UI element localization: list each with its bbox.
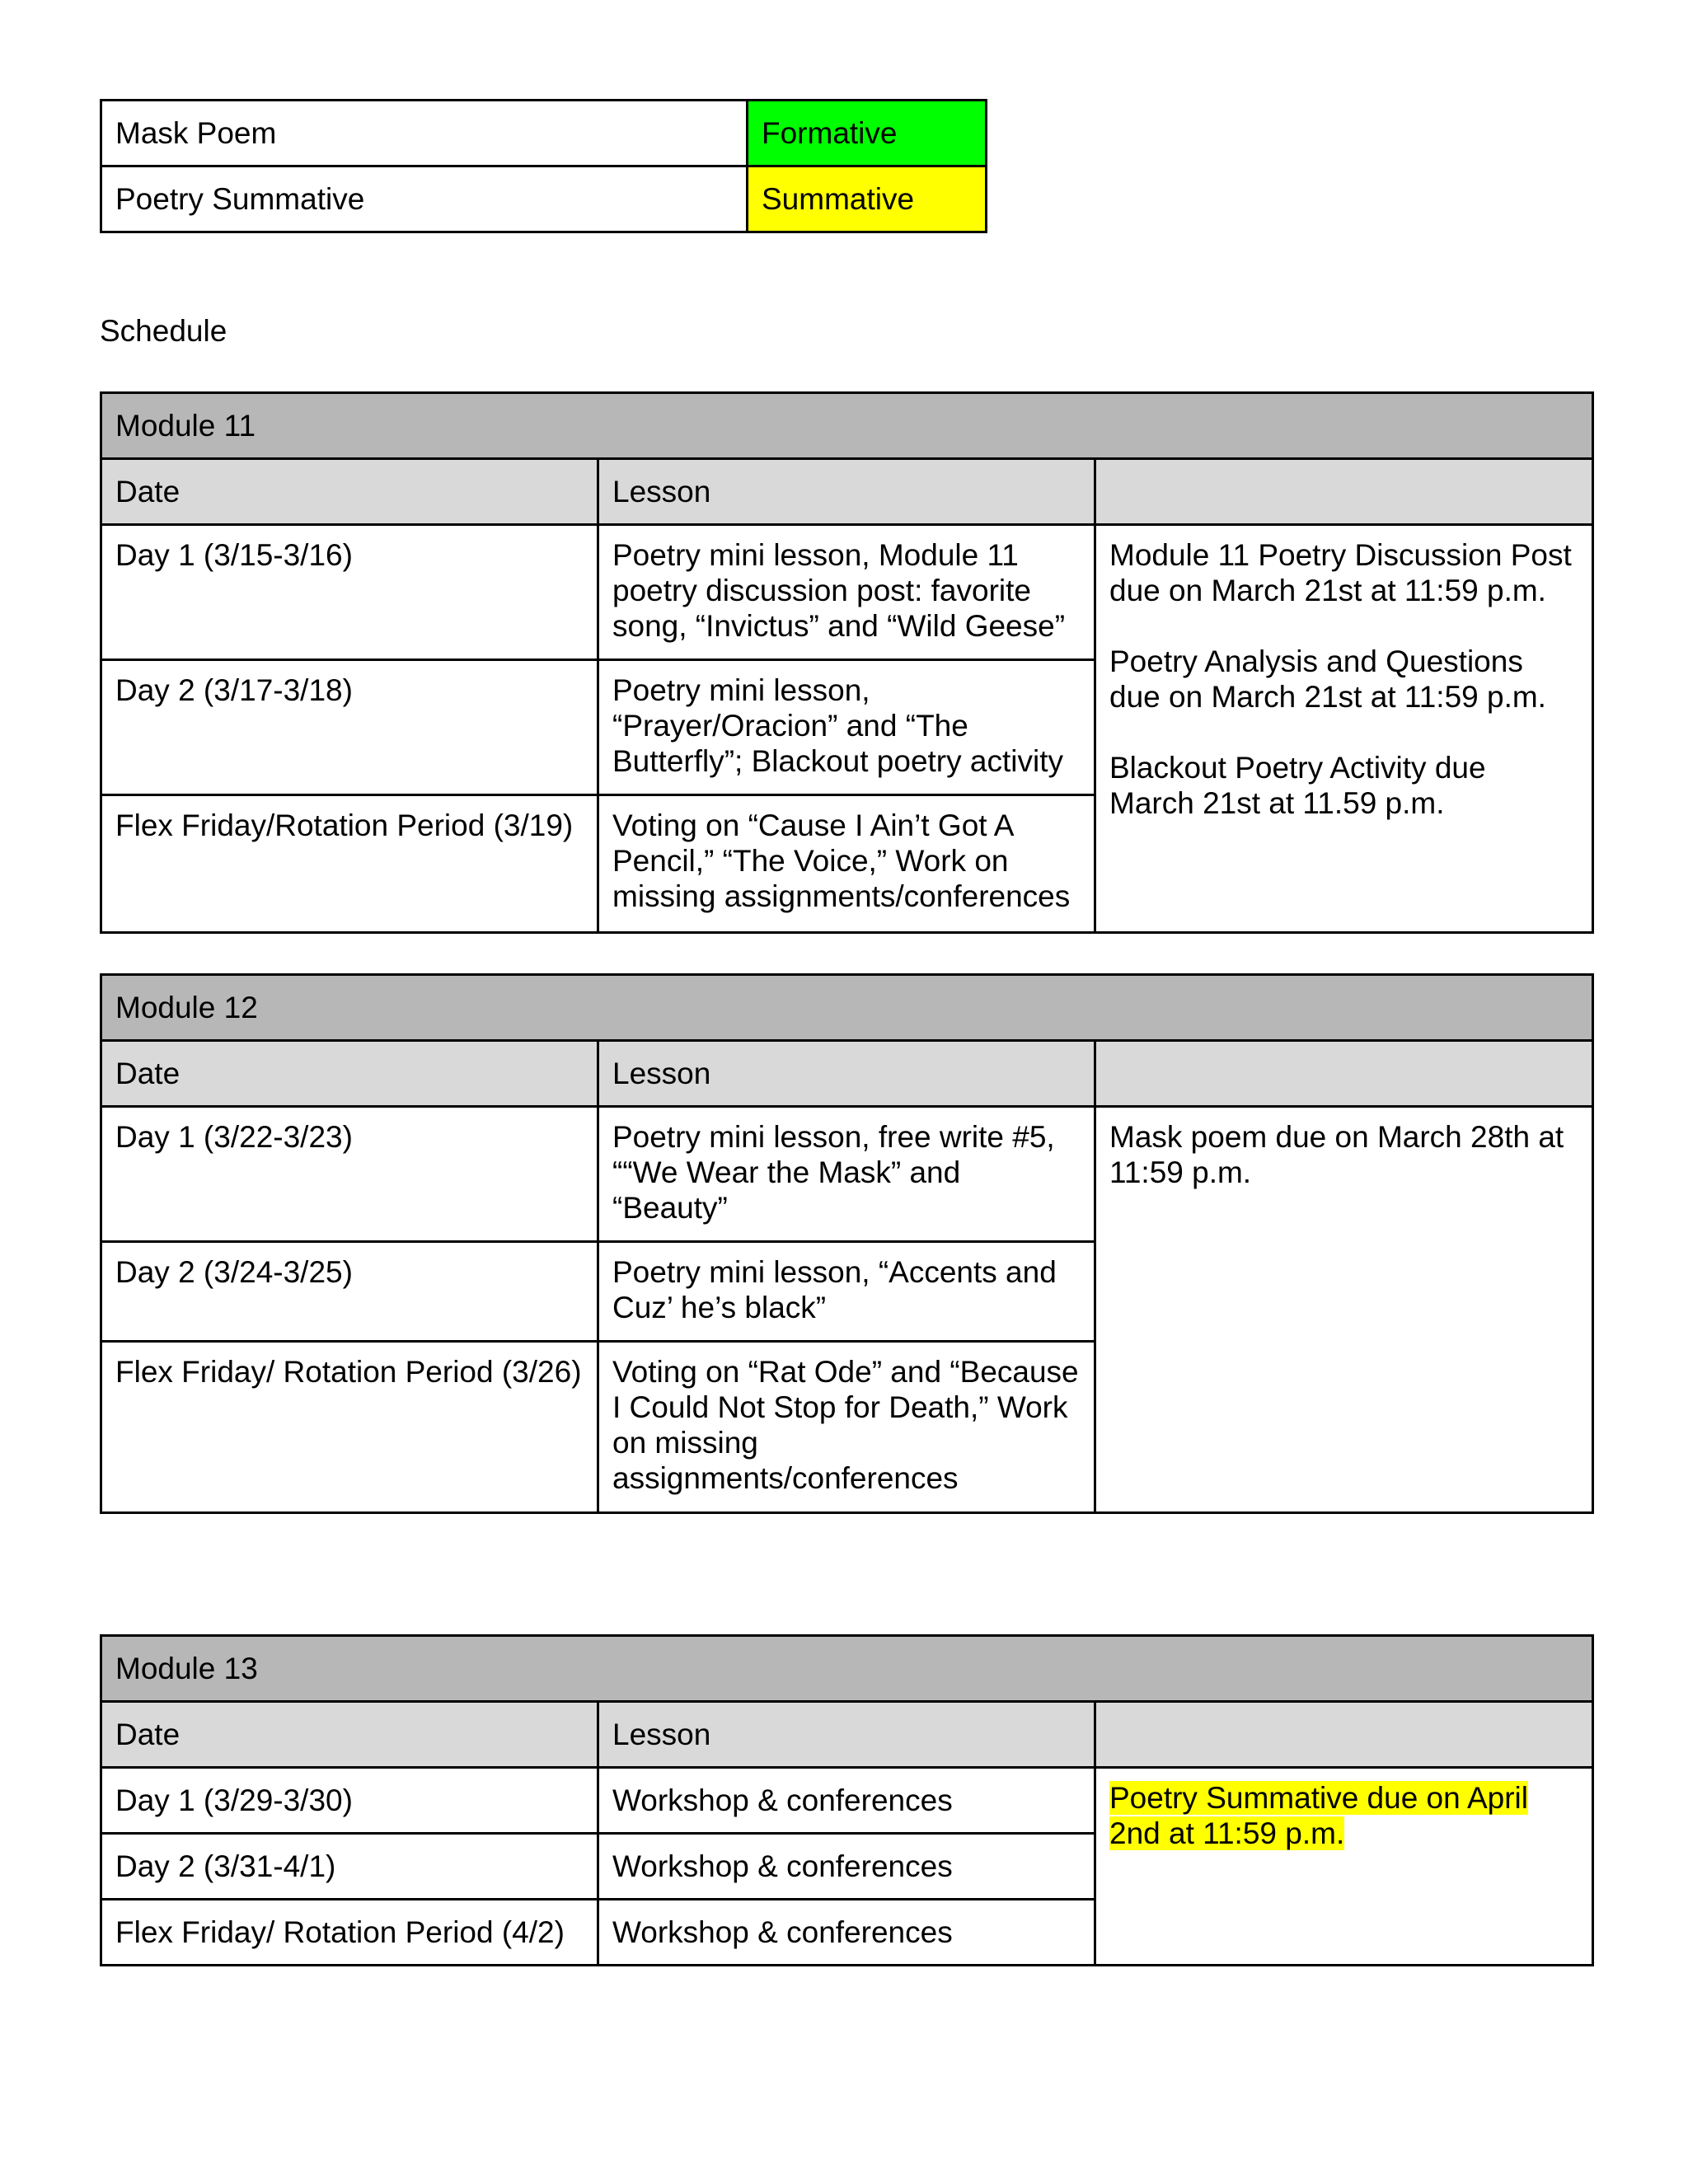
module-title-row — [101, 393, 1593, 459]
module-title: Module 12 — [101, 975, 1593, 1041]
lesson-cell: Workshop & conferences — [598, 1900, 1095, 1966]
lesson-cell: Poetry mini lesson, “Accents and Cuz’ he’s black” — [598, 1242, 1095, 1342]
assessment-name: Mask Poem — [101, 101, 748, 166]
date-header: Date — [101, 1041, 598, 1107]
schedule-heading: Schedule — [100, 314, 227, 348]
lesson-cell: Voting on “Cause I Ain’t Got A Pencil,” “The Voice,” Work on missing assignments/conferences — [598, 795, 1095, 933]
lesson-header: Lesson — [598, 459, 1095, 525]
date-cell: Day 1 (3/29-3/30) — [101, 1768, 598, 1834]
due-notes-cell — [1095, 1768, 1593, 1966]
table-row — [101, 1768, 1593, 1834]
date-header: Date — [101, 459, 598, 525]
module-title: Module 13 — [101, 1636, 1593, 1702]
due-note: Module 11 Poetry Discussion Post due on March 21st at 11:59 p.m. — [1109, 538, 1572, 607]
date-cell: Day 2 (3/31-4/1) — [101, 1834, 598, 1900]
assessment-type-summative: Summative — [748, 166, 987, 232]
due-note: Mask poem due on March 28th at 11:59 p.m. — [1109, 1120, 1564, 1189]
due-note: Blackout Poetry Activity due March 21st at 11.59 p.m. — [1109, 751, 1486, 820]
column-header-row — [101, 1041, 1593, 1107]
lesson-cell: Workshop & conferences — [598, 1834, 1095, 1900]
column-header-row — [101, 1702, 1593, 1768]
lesson-cell: Poetry mini lesson, free write #5, ““We Wear the Mask” and “Beauty” — [598, 1107, 1095, 1242]
table-row — [101, 525, 1593, 660]
lesson-header: Lesson — [598, 1702, 1095, 1768]
module-title-row — [101, 1636, 1593, 1702]
date-cell: Day 1 (3/22-3/23) — [101, 1107, 598, 1242]
date-cell: Flex Friday/ Rotation Period (3/26) — [101, 1342, 598, 1513]
notes-header — [1095, 459, 1593, 525]
date-cell: Day 2 (3/24-3/25) — [101, 1242, 598, 1342]
assessment-name: Poetry Summative — [101, 166, 748, 232]
lesson-header: Lesson — [598, 1041, 1095, 1107]
assessment-row — [101, 101, 987, 166]
lesson-cell: Workshop & conferences — [598, 1768, 1095, 1834]
date-cell: Day 1 (3/15-3/16) — [101, 525, 598, 660]
module-11-table — [100, 391, 1594, 934]
due-notes-cell — [1095, 525, 1593, 933]
lesson-cell: Poetry mini lesson, Module 11 poetry discussion post: favorite song, “Invictus” and “Wild Geese” — [598, 525, 1095, 660]
date-cell: Flex Friday/ Rotation Period (4/2) — [101, 1900, 598, 1966]
module-13-table — [100, 1634, 1594, 1966]
assessment-row — [101, 166, 987, 232]
assessment-type-formative: Formative — [748, 101, 987, 166]
column-header-row — [101, 459, 1593, 525]
notes-header — [1095, 1702, 1593, 1768]
module-12-table — [100, 973, 1594, 1514]
lesson-cell: Voting on “Rat Ode” and “Because I Could Not Stop for Death,” Work on missing assignments/conferences — [598, 1342, 1095, 1513]
due-note-highlighted: Poetry Summative due on April 2nd at 11:59 p.m. — [1109, 1781, 1528, 1850]
assessment-table — [100, 99, 987, 233]
module-title-row — [101, 975, 1593, 1041]
date-header: Date — [101, 1702, 598, 1768]
notes-header — [1095, 1041, 1593, 1107]
module-title: Module 11 — [101, 393, 1593, 459]
due-note: Poetry Analysis and Questions due on March 21st at 11:59 p.m. — [1109, 644, 1546, 714]
date-cell: Day 2 (3/17-3/18) — [101, 660, 598, 795]
due-notes-cell — [1095, 1107, 1593, 1513]
date-cell: Flex Friday/Rotation Period (3/19) — [101, 795, 598, 933]
lesson-cell: Poetry mini lesson, “Prayer/Oracion” and “The Butterfly”; Blackout poetry activity — [598, 660, 1095, 795]
table-row — [101, 1107, 1593, 1242]
